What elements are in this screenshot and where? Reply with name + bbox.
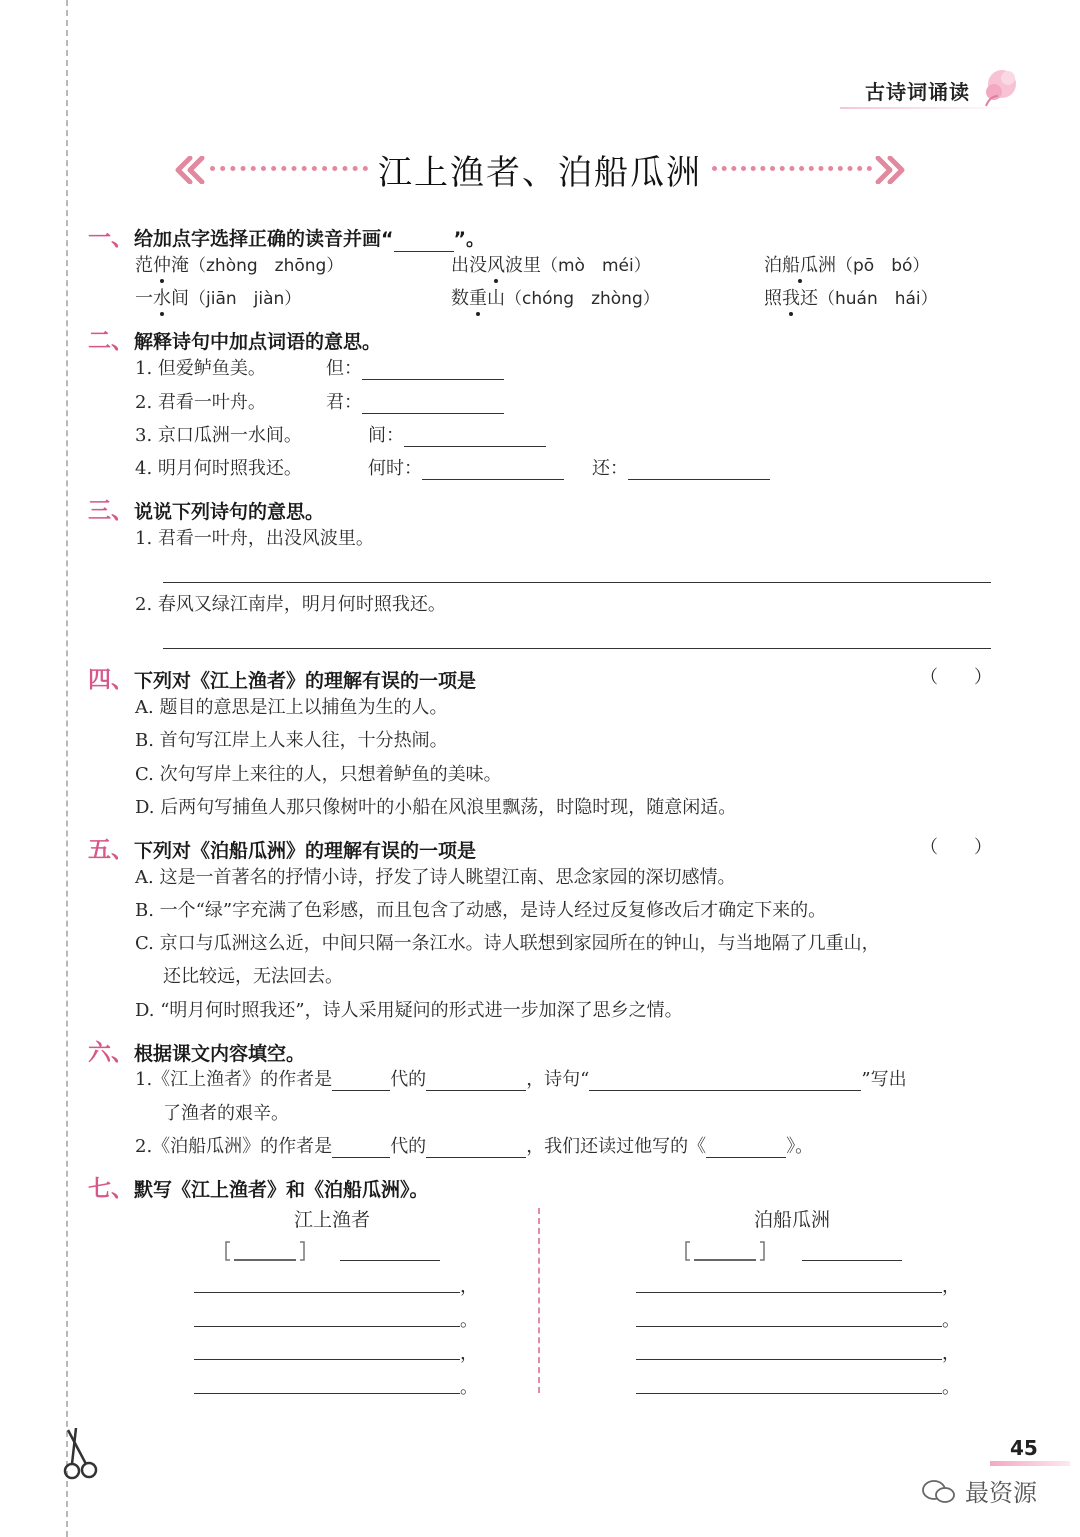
wechat-icon bbox=[920, 1478, 958, 1506]
s4-option-b: B. 首句写江岸上人来人往，十分热闹。 bbox=[135, 730, 448, 751]
left-poem-line[interactable] bbox=[194, 1292, 460, 1293]
answer-underline[interactable] bbox=[332, 1072, 390, 1091]
title-right-dots bbox=[712, 166, 872, 171]
answer-underline[interactable] bbox=[362, 395, 504, 414]
s2-label-2: 君： bbox=[326, 392, 504, 414]
s2-label-3: 间： bbox=[368, 425, 546, 447]
s1-item-3: 泊船瓜洲（pō bó） bbox=[764, 255, 930, 276]
s5-option-b: B. 一个“绿”字充满了色彩感，而且包含了动感，是诗人经过反复修改后才确定下来的。 bbox=[135, 900, 827, 921]
s6-line-1-cont: 了渔者的艰辛。 bbox=[163, 1103, 289, 1124]
watermark: 最资源 bbox=[965, 1479, 1037, 1507]
s5-option-c: C. 京口与瓜洲这么近，中间只隔一条江水。诗人联想到家园所在的钟山，与当地隔了几重山， bbox=[135, 933, 880, 954]
section-5-heading: 五、下列对《泊船瓜洲》的理解有误的一项是 bbox=[88, 837, 477, 863]
s1-item-5: 数重山（chóng zhòng） bbox=[451, 288, 660, 309]
s2-label-4: 何时： bbox=[368, 458, 564, 480]
right-author-line[interactable] bbox=[802, 1260, 902, 1261]
column-divider bbox=[538, 1208, 540, 1393]
right-poem-title: 泊船瓜洲 bbox=[753, 1209, 830, 1231]
scissors-icon bbox=[58, 1428, 104, 1482]
left-poem-title: 江上渔者 bbox=[293, 1209, 370, 1231]
answer-underline[interactable] bbox=[332, 1139, 390, 1158]
section-7-heading: 七、默写《江上渔者》和《泊船瓜洲》。 bbox=[88, 1176, 429, 1202]
s4-option-d: D. 后两句写捕鱼人那只像树叶的小船在风浪里飘荡，时隐时现，随意闲适。 bbox=[135, 797, 737, 818]
left-poem-line[interactable] bbox=[194, 1326, 460, 1327]
answer-underline[interactable] bbox=[362, 361, 504, 380]
answer-paren[interactable]: （ ） bbox=[920, 837, 992, 858]
answer-underline[interactable] bbox=[628, 461, 770, 480]
s3-item-1: 1. 君看一叶舟，出没风波里。 bbox=[135, 528, 374, 549]
s1-item-1: 范仲淹（zhòng zhōng） bbox=[135, 255, 344, 276]
page-title: 江上渔者、泊船瓜洲 bbox=[378, 153, 702, 193]
s2-item-3: 3. 京口瓜洲一水间。 bbox=[135, 425, 302, 446]
section-title: 给加点字选择正确的读音并画“ bbox=[134, 228, 394, 250]
right-poem-line[interactable] bbox=[636, 1326, 942, 1327]
s5-option-d: D. “明月何时照我还”，诗人采用疑问的形式进一步加深了思乡之情。 bbox=[135, 1000, 683, 1021]
page-number: 45 bbox=[1010, 1436, 1038, 1460]
s1-item-6: 照我还（huán hái） bbox=[764, 288, 938, 309]
s4-option-a: A. 题目的意思是江上以捕鱼为生的人。 bbox=[135, 697, 448, 718]
title-right-arrows bbox=[872, 156, 908, 188]
s2-label-4b: 还： bbox=[592, 458, 770, 480]
right-poem-line[interactable] bbox=[636, 1359, 942, 1360]
left-author-line[interactable] bbox=[340, 1260, 440, 1261]
s1-item-2: 出没风波里（mò méi） bbox=[451, 255, 651, 276]
section-number: 一、 bbox=[88, 225, 134, 251]
left-poem-line[interactable] bbox=[194, 1393, 460, 1394]
right-dynasty-bracket[interactable] bbox=[684, 1240, 766, 1262]
right-poem-line[interactable] bbox=[636, 1292, 942, 1293]
answer-underline[interactable] bbox=[426, 1072, 526, 1091]
title-left-dots bbox=[210, 166, 368, 171]
s2-item-1: 1. 但爱鲈鱼美。 bbox=[135, 358, 266, 379]
left-poem-line[interactable] bbox=[194, 1359, 460, 1360]
s5-option-c-cont: 还比较远，无法回去。 bbox=[163, 966, 343, 987]
answer-line[interactable] bbox=[163, 582, 991, 583]
answer-underline[interactable] bbox=[426, 1139, 526, 1158]
right-poem-line[interactable] bbox=[636, 1393, 942, 1394]
answer-underline[interactable] bbox=[589, 1072, 861, 1091]
left-dynasty-bracket[interactable] bbox=[224, 1240, 306, 1262]
answer-underline bbox=[394, 233, 454, 252]
s6-line-1: 1.《江上渔者》的作者是 代的 ，诗句“ ”写出 bbox=[135, 1069, 907, 1090]
title-left-arrows bbox=[172, 156, 208, 188]
header-rule bbox=[840, 107, 1015, 109]
s6-line-2: 2.《泊船瓜洲》的作者是 代的 ，我们还读过他写的《 》。 bbox=[135, 1136, 814, 1157]
section-2-heading: 二、解释诗句中加点词语的意思。 bbox=[88, 328, 382, 354]
section-6-heading: 六、根据课文内容填空。 bbox=[88, 1040, 306, 1066]
cut-line bbox=[66, 0, 68, 1537]
s4-option-c: C. 次句写岸上来往的人，只想着鲈鱼的美味。 bbox=[135, 764, 502, 785]
answer-line[interactable] bbox=[163, 648, 991, 649]
s2-label-1: 但： bbox=[326, 358, 504, 380]
answer-paren[interactable]: （ ） bbox=[920, 667, 992, 688]
answer-underline[interactable] bbox=[404, 428, 546, 447]
section-3-heading: 三、说说下列诗句的意思。 bbox=[88, 498, 325, 524]
page-number-bar bbox=[990, 1461, 1070, 1466]
s2-item-4: 4. 明月何时照我还。 bbox=[135, 458, 302, 479]
s1-item-4: 一水间（jiān jiàn） bbox=[135, 288, 302, 309]
answer-underline[interactable] bbox=[706, 1139, 786, 1158]
flower-icon bbox=[976, 66, 1020, 110]
s5-option-a: A. 这是一首著名的抒情小诗，抒发了诗人眺望江南、思念家园的深切感情。 bbox=[135, 867, 736, 888]
section-label: 古诗词诵读 bbox=[865, 80, 970, 104]
s3-item-2: 2. 春风又绿江南岸，明月何时照我还。 bbox=[135, 594, 446, 615]
section-4-heading: 四、下列对《江上渔者》的理解有误的一项是 bbox=[88, 667, 477, 693]
s2-item-2: 2. 君看一叶舟。 bbox=[135, 392, 266, 413]
answer-underline[interactable] bbox=[422, 461, 564, 480]
section-1-heading: 一、给加点字选择正确的读音并画“ ”。 bbox=[88, 225, 485, 251]
